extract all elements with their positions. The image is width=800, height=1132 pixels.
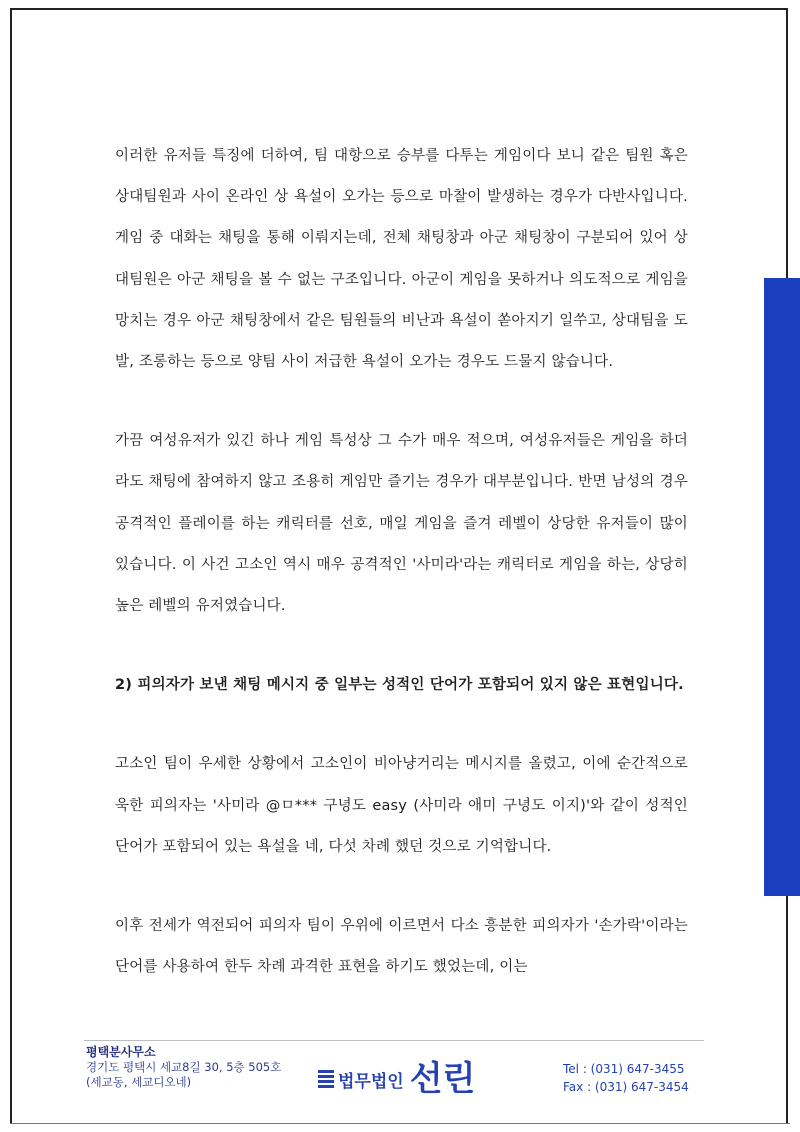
paragraph-team-chat: 이러한 유저들 특징에 더하여, 팀 대항으로 승부를 다투는 게임이다 보니 같은 팀원 혹은 상대팀원과 사이 온라인 상 욕설이 오가는 등으로 마찰이 발생하는 경우가 다반사입니다. 게임 중 대화는 채팅을 통해 이뤄지는데, 전체 채팅창과 아군 채팅창이 구분되어 있어 상대팀원은 아군 채팅을 볼 수 없는 구조입니다. 아군이 게임을 못하거나 의도적으로 게임을 망치는 경우 아군 채팅창에서 같은 팀원들의 비난과 욕설이 쏟아지기 일쑤고, 상대팀을 도발, 조롱하는 등으로 양팀 사이 저급한 욕설이 오가는 경우도 드물지 않습니다. bbox=[115, 148, 688, 371]
tel-number: Tel : (031) 647-3455 bbox=[563, 1062, 685, 1076]
paragraph-aftermath: 이후 전세가 역전되어 피의자 팀이 우위에 이르면서 다소 흥분한 피의자가 '손가락'이라는 단어를 사용하여 한두 차례 과격한 표현을 하기도 했었는데, 이는 bbox=[115, 918, 688, 976]
office-name: 평택분사무소 bbox=[86, 1045, 156, 1059]
footer-contact bbox=[563, 1060, 689, 1096]
address-line-1: 경기도 평택시 세교8길 30, 5층 505호 bbox=[86, 1060, 282, 1074]
paragraph-user-demographics: 가끔 여성유저가 있긴 하나 게임 특성상 그 수가 매우 적으며, 여성유저들은 게임을 하더라도 채팅에 참여하지 않고 조용히 게임만 즐기는 경우가 대부분입니다. 반면 남성의 경우 공격적인 플레이를 하는 캐릭터를 선호, 매일 게임을 즐겨 레벨이 상당한 유저들이 많이 있습니다. 이 사건 고소인 역시 매우 공격적인 '사미라'라는 캐릭터로 게임을 하는, 상당히 높은 레벨의 유저였습니다. bbox=[115, 433, 688, 615]
document-body bbox=[115, 136, 688, 988]
firm-logo bbox=[318, 1059, 476, 1099]
bottom-rule bbox=[10, 1123, 790, 1124]
firm-prefix: 법무법인 bbox=[338, 1071, 404, 1092]
address-line-2: (세교동, 세교디오네) bbox=[86, 1075, 192, 1089]
footer-address-block bbox=[86, 1045, 281, 1090]
footer-divider bbox=[84, 1040, 704, 1041]
firm-logo-icon bbox=[318, 1070, 334, 1088]
side-tab-marker bbox=[764, 278, 800, 896]
section-heading: 2) 피의자가 보낸 채팅 메시지 중 일부는 성적인 단어가 포함되어 있지 않은 표현입니다. bbox=[115, 677, 684, 694]
firm-name: 선린 bbox=[409, 1059, 476, 1099]
fax-number: Fax : (031) 647-3454 bbox=[563, 1080, 689, 1094]
paragraph-incident: 고소인 팀이 우세한 상황에서 고소인이 비아냥거리는 메시지를 올렸고, 이에 순간적으로 욱한 피의자는 '사미라 @ㅁ*** 구녕도 easy (사미라 애미 구녕도 이지)'와 같이 성적인 단어가 포함되어 있는 욕설을 네, 다섯 차례 했던 것으로 기억합니다. bbox=[115, 756, 688, 855]
